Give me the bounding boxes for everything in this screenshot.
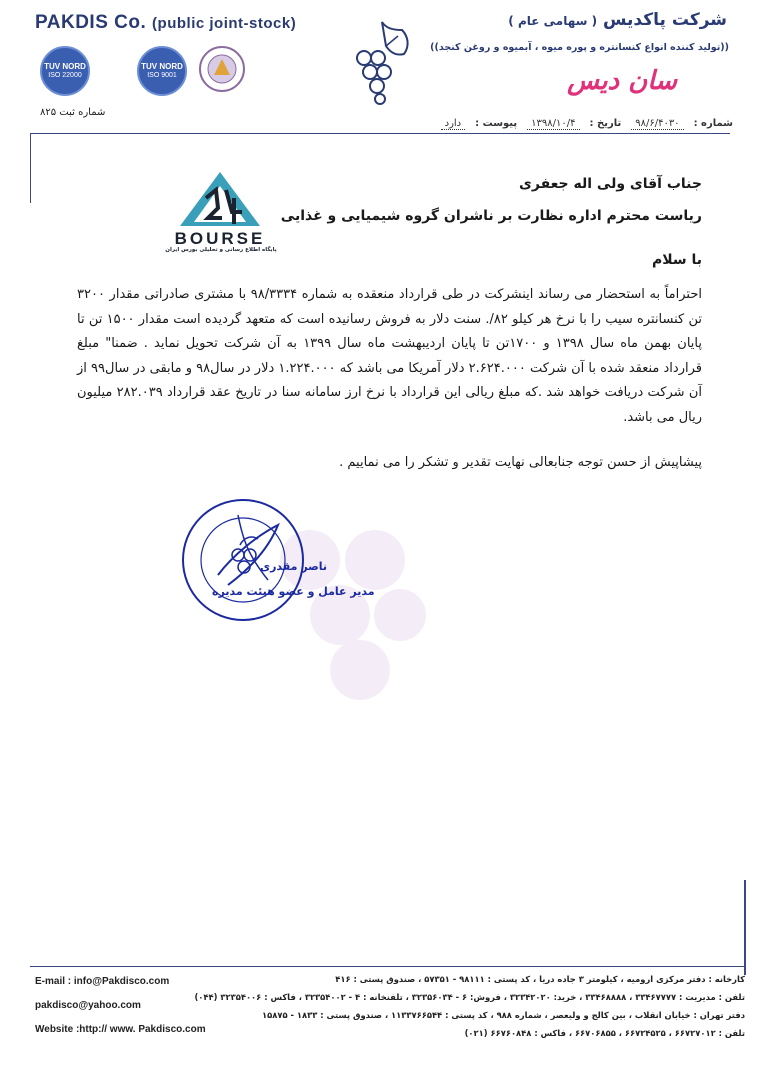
cert-2-bottom: ISO 9001 [147, 71, 177, 79]
bourse-logo-subtitle: پایگاه اطلاع رسانی و تحلیلی بورس ایران [165, 247, 277, 253]
bourse-logo-text: BOURSE [174, 229, 266, 248]
company-type-en: (public joint-stock) [152, 15, 297, 32]
grape-logo-icon [352, 18, 416, 106]
company-name-fa [508, 10, 727, 30]
cert-1-bottom: ISO 22000 [48, 71, 82, 79]
number-value: ۹۸/۶/۴۰۳۰ [631, 118, 683, 130]
footer-tehran-address: دفتر تهران : خیابان انقلاب ، بین کالج و ولیعصر ، شماره ۹۸۸ ، کد پستی : ۱۱۳۳۷۶۶۵۴۴ ، صندوق پستی : ۱۸۳۳ - ۱۵۸۷۵ [262, 1010, 745, 1020]
frame-left-line [30, 133, 31, 203]
date-label: تاریخ : [589, 118, 622, 129]
company-name-en-text: PAKDIS Co. [35, 12, 147, 33]
attachment-label: پیوست : [475, 118, 518, 129]
footer-tehran-phones: تلفن : ۶۶۷۲۷۰۱۲ ، ۶۶۷۲۴۵۲۵ ، ۶۶۷۰۶۸۵۵ ، فاکس : ۶۶۷۶۰۸۴۸ (۰۲۱) [464, 1028, 745, 1038]
footer-factory-address: کارخانه : دفتر مرکزی ارومیه ، کیلومتر ۳ جاده دریا ، کد پستی : ۹۸۱۱۱ - ۵۷۳۵۱ ، صندوق پستی : ۴۱۶ [335, 974, 745, 984]
cert-1-top: TUV NORD [44, 61, 86, 71]
iso-9001-badge-icon [137, 46, 187, 96]
footer-factory-phones: تلفن : مدیریت : ۳۳۴۶۷۷۷۷ ، ۳۳۴۶۸۸۸۸ ، خرید: ۳۲۳۴۲۰۲۰ ، فروش: ۶ - ۳۲۳۵۶۰۳۴ ، تلفنخانه : ۴ - ۳۲۳۵۴۰۰۲ ، فاکس : ۳۲۳۵۴۰۰۶ (۰۴۴) [194, 992, 745, 1002]
signer-name: ناصر مقدری [260, 560, 328, 573]
footer-alt-email: pakdisco@yahoo.com [35, 1000, 141, 1011]
frame-top-line [30, 133, 730, 134]
letter-body: احتراماً به استحضار می رساند اینشرکت در طی قرارداد منعقده به شماره ۹۸/۳۳۳۴ با مشتری صادراتی مقدار ۳۲۰۰ تن کنسانتره سیب را با نرخ هر کیلو ۸۲/. سنت دلار به فروش رسانیده است که متعهد گردیده است مقدار ۱۵۰۰ تن تا پایان بهمن ماه سال ۱۳۹۸ و ۱۷۰۰تن تا پایان اردیبهشت ماه سال ۱۳۹۹ به آن شرکت تحویل نماید . ضمنا" مبلغ قرارداد منعقد شده با آن شرکت ۲.۶۲۴.۰۰۰ دلار آمریکا می باشد که ۱.۲۲۴.۰۰۰ دلار در سال۹۸ و مابقی در سال۹۹ از آن شرکت دریافت خواهد شد .که مبلغ ریالی این قرارداد با نرخ ارز سامانه سنا در تاریخ عقد قرارداد ۲۸۲.۰۳۹ میلیون ریال می باشد. [77, 287, 703, 425]
brand-logo: سان دیس [567, 66, 677, 96]
closing-line: پیشاپیش از حسن توجه جنابعالی نهایت تقدیر و تشکر را می نماییم . [339, 455, 702, 470]
greeting: با سلام [651, 252, 702, 268]
frame-right-line [744, 880, 746, 975]
company-name-en [35, 12, 296, 34]
frame-bottom-line [30, 966, 746, 967]
footer-email: E-mail : info@Pakdisco.com [35, 976, 170, 987]
research-seal-icon [198, 45, 246, 93]
date-value: ۱۳۹۸/۱۰/۴ [527, 118, 579, 130]
recipient-name: جناب آقای ولی اله جعفری [519, 176, 702, 192]
iso-22000-badge-icon [40, 46, 90, 96]
footer-website: Website :http:// www. Pakdisco.com [35, 1024, 206, 1035]
recipient-position: ریاست محترم اداره نظارت بر ناشران گروه شیمیایی و غذایی [280, 208, 702, 224]
registration-number: شماره ثبت ۸۲۵ [40, 107, 106, 118]
company-type-fa: ( سهامی عام ) [508, 14, 598, 28]
number-label: شماره : [693, 118, 733, 129]
company-name-fa-text: شرکت پاکدیس [603, 10, 727, 30]
cert-2-top: TUV NORD [141, 61, 183, 71]
signer-title: مدیر عامل و عضو هیئت مدیره [212, 585, 375, 598]
reference-line [333, 118, 733, 130]
products-description: ((تولید کننده انواع کنسانتره و پوره میوه ، آبمیوه و روغن کنجد)) [430, 42, 729, 53]
attachment-value: دارد [441, 118, 466, 130]
